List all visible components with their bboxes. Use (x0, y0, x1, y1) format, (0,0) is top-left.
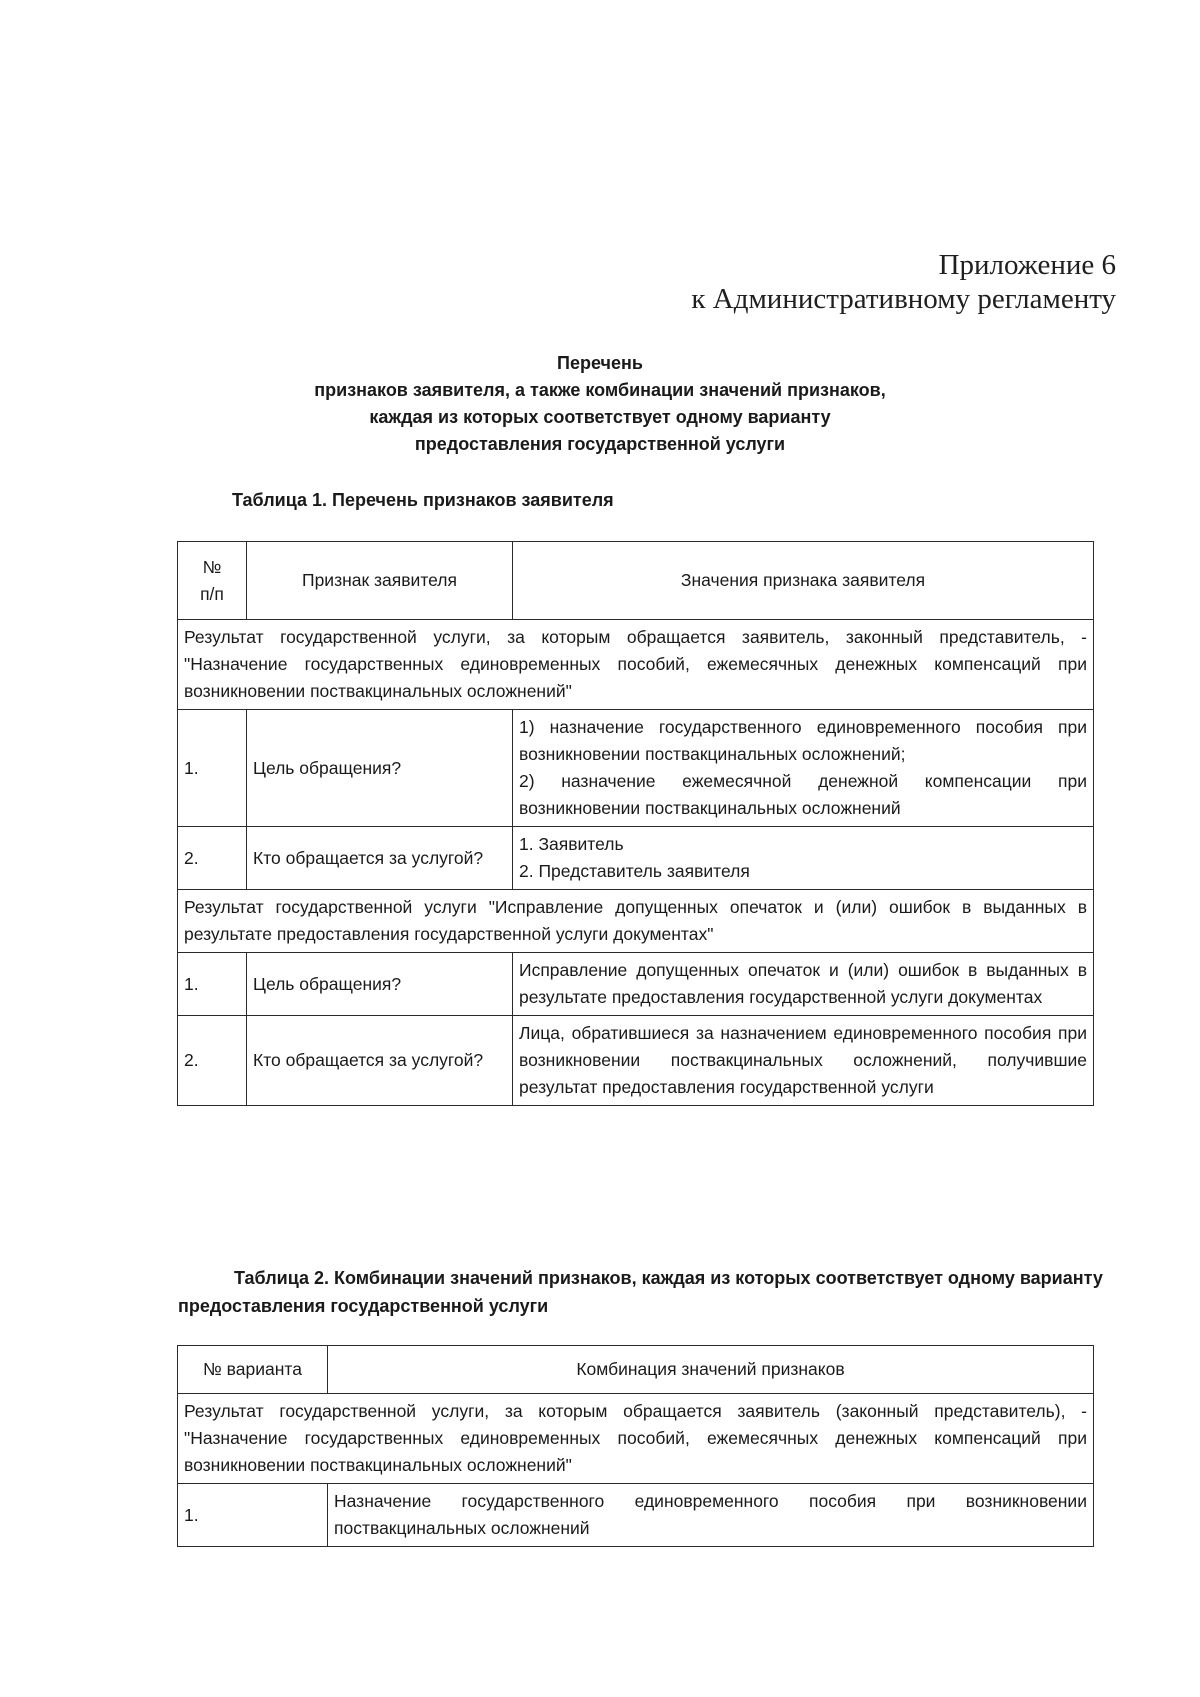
table-row (178, 1016, 1094, 1106)
row-number: 1. (178, 1484, 328, 1547)
row-number: 1. (178, 953, 247, 1016)
row-attribute: Кто обращается за услугой? (247, 827, 513, 890)
row-number: 2. (178, 1016, 247, 1106)
table-row (178, 953, 1094, 1016)
row-values: 1) назначение государственного единовременного пособия при возникновении поствакцинальных осложнений; 2) назначение ежемесячной денежной компенсации при возникновении поствакцинальных осложнений (513, 710, 1094, 827)
row-number: 2. (178, 827, 247, 890)
row-attribute: Цель обращения? (247, 953, 513, 1016)
appendix-header (691, 248, 1116, 316)
row-values: Назначение государственного единовременного пособия при возникновении поствакцинальных осложнений (328, 1484, 1094, 1547)
header-attribute-values: Значения признака заявителя (513, 542, 1094, 620)
table-header-row (178, 542, 1094, 620)
section-result-text: Результат государственной услуги, за которым обращается заявитель (законный представитель), - "Назначение государственных единовременных пособий, ежемесячных денежных компенсаций при возникновении поствакцинальных осложнений" (178, 1394, 1094, 1484)
row-values: Лица, обратившиеся за назначением единовременного пособия при возникновении поствакцинальных осложнений, получившие результат предоставления государственной услуги (513, 1016, 1094, 1106)
table-row (178, 1484, 1094, 1547)
header-number: № п/п (178, 542, 247, 620)
title-line2: признаков заявителя, а также комбинации значений признаков, (314, 380, 886, 400)
row-values: 1. Заявитель 2. Представитель заявителя (513, 827, 1094, 890)
appendix-line1: Приложение 6 (938, 249, 1116, 281)
table1-caption: Таблица 1. Перечень признаков заявителя (232, 490, 614, 510)
section-row (178, 620, 1094, 710)
table-row (178, 827, 1094, 890)
row-number: 1. (178, 710, 247, 827)
header-combination: Комбинация значений признаков (328, 1346, 1094, 1394)
document-title (150, 350, 1050, 458)
appendix-line2: к Административному регламенту (691, 283, 1116, 315)
section-row (178, 1394, 1094, 1484)
table-attribute-combinations (177, 1345, 1094, 1547)
table-applicant-attributes (177, 541, 1094, 1106)
row-attribute: Цель обращения? (247, 710, 513, 827)
header-variant-number: № варианта (178, 1346, 328, 1394)
section-row (178, 890, 1094, 953)
title-line3: каждая из которых соответствует одному варианту (369, 407, 831, 427)
table-row (178, 710, 1094, 827)
section-result-text: Результат государственной услуги, за которым обращается заявитель, законный представитель, - "Назначение государственных единовременных пособий, ежемесячных денежных компенсаций при возникновении поствакцинальных осложнений" (178, 620, 1094, 710)
row-values: Исправление допущенных опечаток и (или) ошибок в выданных в результате предоставления государственной услуги документах (513, 953, 1094, 1016)
title-line1: Перечень (557, 353, 643, 373)
title-line4: предоставления государственной услуги (414, 434, 786, 454)
table-header-row (178, 1346, 1094, 1394)
row-attribute: Кто обращается за услугой? (247, 1016, 513, 1106)
header-attribute: Признак заявителя (247, 542, 513, 620)
section-result-text: Результат государственной услуги "Исправление допущенных опечаток и (или) ошибок в выданных в результате предоставления государственной услуги документах" (178, 890, 1094, 953)
table2-caption: Таблица 2. Комбинации значений признаков, каждая из которых соответствует одному варианту предоставления государственной услуги (178, 1268, 1103, 1316)
